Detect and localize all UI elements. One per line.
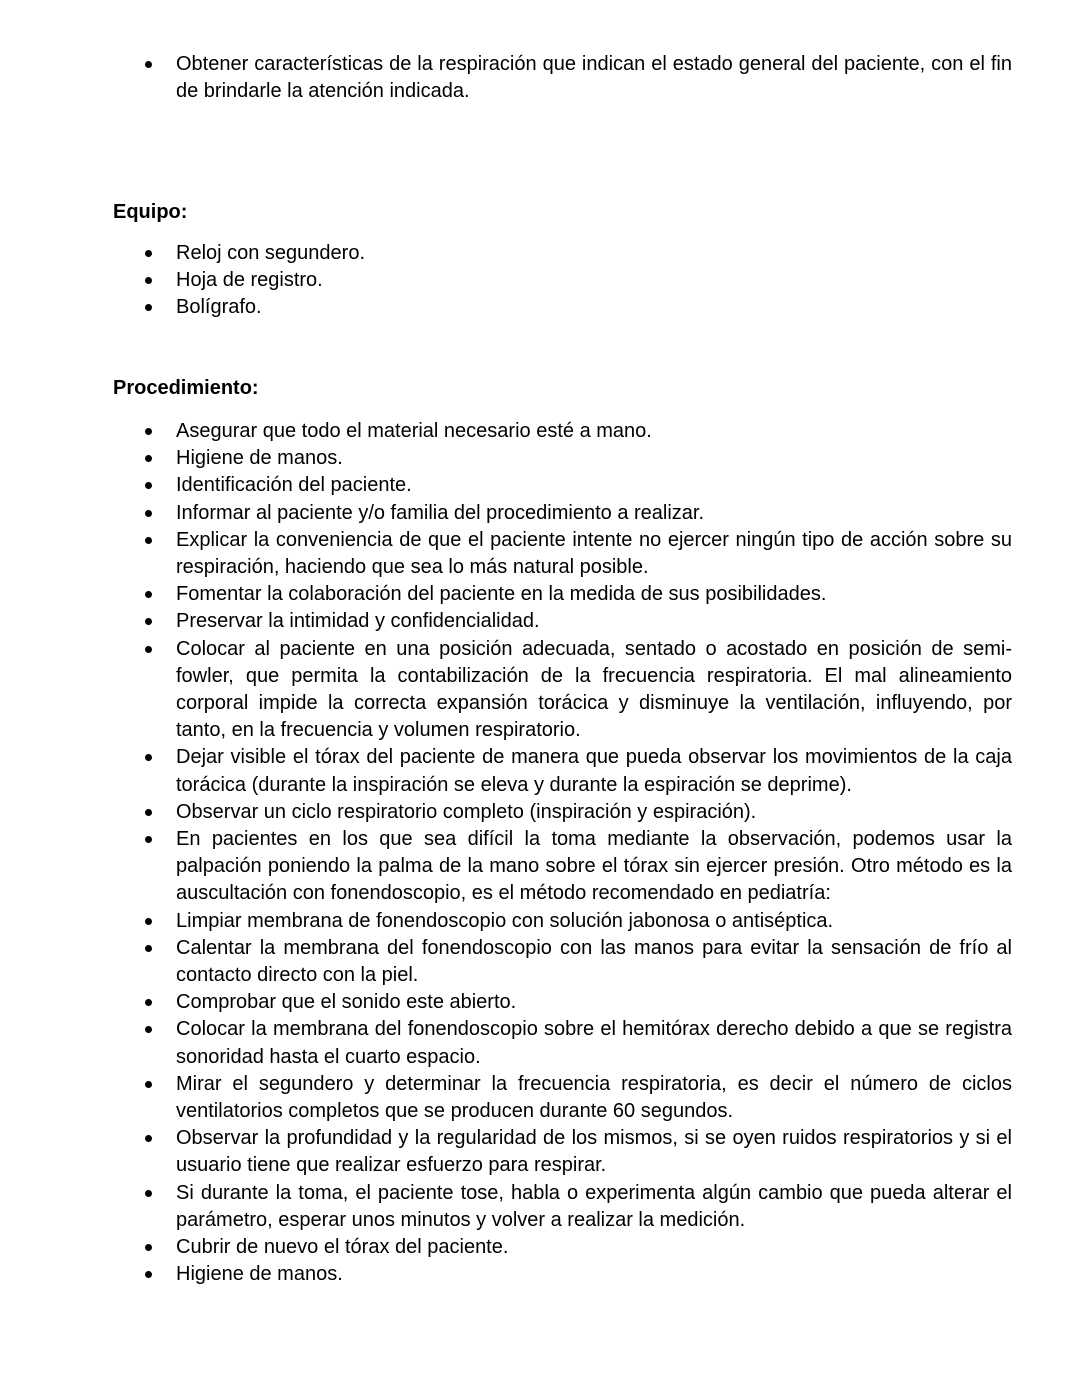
list-item: Preservar la intimidad y confidencialidad. — [0, 608, 1080, 635]
list-item: Fomentar la colaboración del paciente en la medida de sus posibilidades. — [0, 581, 1080, 608]
list-item: Obtener características de la respiración que indican el estado general del paciente, con el fin de brindarle la atención indicada. — [0, 51, 1080, 105]
list-item: Asegurar que todo el material necesario esté a mano. — [0, 418, 1080, 445]
list-item: Cubrir de nuevo el tórax del paciente. — [0, 1234, 1080, 1261]
list-item: Dejar visible el tórax del paciente de manera que pueda observar los movimientos de la caja torácica (durante la inspiración se eleva y durante la espiración se deprime). — [0, 744, 1080, 798]
equipment-list — [0, 240, 1080, 322]
list-item: Informar al paciente y/o familia del procedimiento a realizar. — [0, 500, 1080, 527]
list-item: Si durante la toma, el paciente tose, habla o experimenta algún cambio que pueda alterar el parámetro, esperar unos minutos y volver a realizar la medición. — [0, 1180, 1080, 1234]
list-item: Hoja de registro. — [0, 267, 1080, 294]
objectives-list — [0, 51, 1080, 105]
list-item: Mirar el segundero y determinar la frecuencia respiratoria, es decir el número de ciclos ventilatorios completos que se producen durante 60 segundos. — [0, 1071, 1080, 1125]
section-heading-equipo: Equipo: — [113, 201, 188, 223]
list-item: Colocar la membrana del fonendoscopio sobre el hemitórax derecho debido a que se registra sonoridad hasta el cuarto espacio. — [0, 1016, 1080, 1070]
list-item: Higiene de manos. — [0, 445, 1080, 472]
section-heading-procedimiento: Procedimiento: — [113, 377, 259, 399]
list-item: Observar un ciclo respiratorio completo (inspiración y espiración). — [0, 799, 1080, 826]
list-item: Observar la profundidad y la regularidad de los mismos, si se oyen ruidos respiratorios y si el usuario tiene que realizar esfuerzo para respirar. — [0, 1125, 1080, 1179]
list-item: Higiene de manos. — [0, 1261, 1080, 1288]
list-item: Reloj con segundero. — [0, 240, 1080, 267]
list-item: Comprobar que el sonido este abierto. — [0, 989, 1080, 1016]
list-item: Explicar la conveniencia de que el paciente intente no ejercer ningún tipo de acción sobre su respiración, haciendo que sea lo más natural posible. — [0, 527, 1080, 581]
list-item: Colocar al paciente en una posición adecuada, sentado o acostado en posición de semi-fowler, que permita la contabilización de la frecuencia respiratoria. El mal alineamiento corporal impide la correcta expansión torácica y disminuye la ventilación, influyendo, por tanto, en la frecuencia y volumen respiratorio. — [0, 636, 1080, 745]
list-item: Identificación del paciente. — [0, 472, 1080, 499]
list-item: Limpiar membrana de fonendoscopio con solución jabonosa o antiséptica. — [0, 908, 1080, 935]
procedure-list — [0, 418, 1080, 1289]
list-item: Bolígrafo. — [0, 294, 1080, 321]
list-item: En pacientes en los que sea difícil la toma mediante la observación, podemos usar la palpación poniendo la palma de la mano sobre el tórax sin ejercer presión. Otro método es la auscultación con fonendoscopio, es el método recomendado en pediatría: — [0, 826, 1080, 908]
list-item: Calentar la membrana del fonendoscopio con las manos para evitar la sensación de frío al contacto directo con la piel. — [0, 935, 1080, 989]
